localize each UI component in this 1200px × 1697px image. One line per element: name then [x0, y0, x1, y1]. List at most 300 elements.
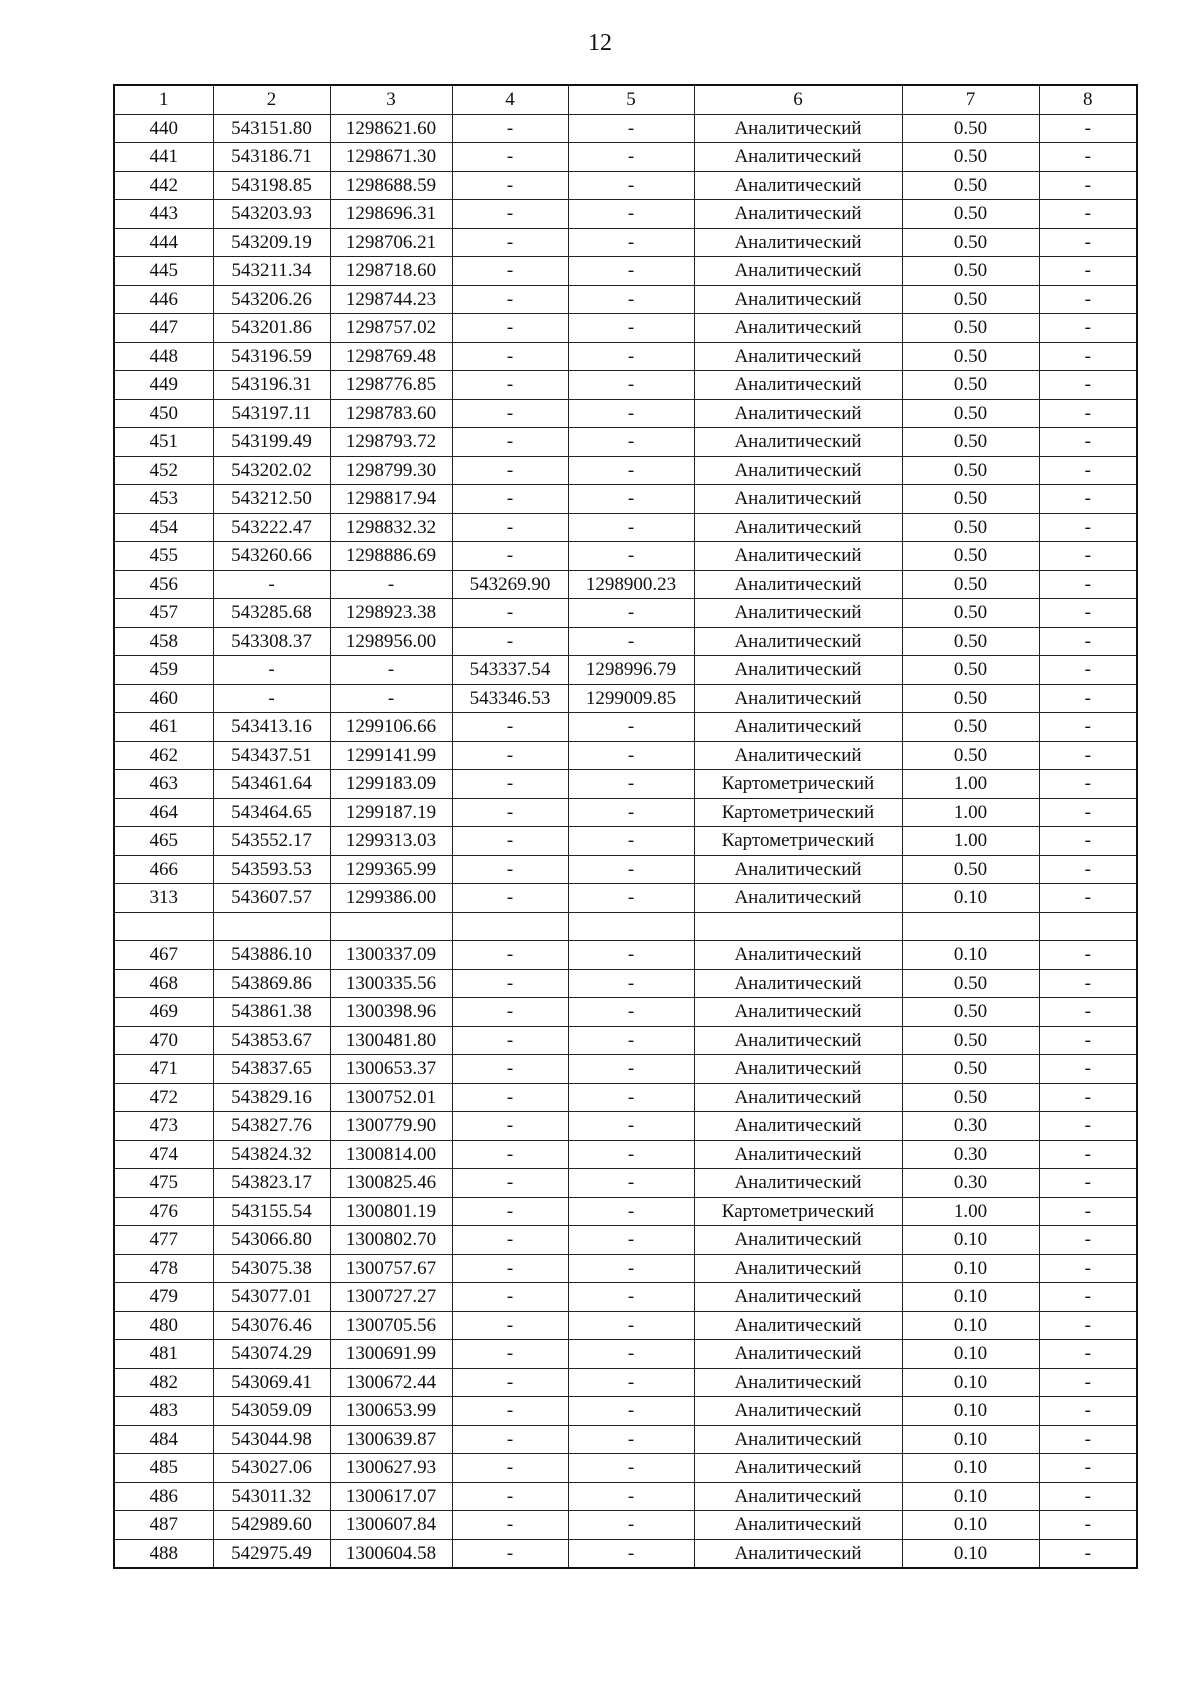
table-cell: 484 [114, 1425, 213, 1454]
table-cell: 474 [114, 1140, 213, 1169]
table-cell: Аналитический [694, 1083, 902, 1112]
table-cell: Аналитический [694, 1397, 902, 1426]
table-cell: 543201.86 [213, 314, 330, 343]
table-cell: 0.50 [902, 285, 1039, 314]
table-cell: - [452, 1226, 568, 1255]
table-cell: 1.00 [902, 770, 1039, 799]
table-cell: - [1039, 171, 1137, 200]
table-cell: 1298706.21 [330, 228, 452, 257]
table-cell: 0.50 [902, 257, 1039, 286]
table-row [114, 285, 1137, 314]
table-cell: - [1039, 257, 1137, 286]
table-cell: 455 [114, 542, 213, 571]
table-cell: Картометрический [694, 1197, 902, 1226]
table-cell: - [568, 1454, 694, 1483]
table-cell: 0.10 [902, 1226, 1039, 1255]
table-row [114, 627, 1137, 656]
table-cell: Аналитический [694, 485, 902, 514]
table-cell: Аналитический [694, 1283, 902, 1312]
table-cell: 465 [114, 827, 213, 856]
table-cell: 1298744.23 [330, 285, 452, 314]
table-row [114, 1283, 1137, 1312]
table-cell: 543269.90 [452, 570, 568, 599]
table-cell: Аналитический [694, 1340, 902, 1369]
table-cell [114, 912, 213, 941]
table-cell: 441 [114, 143, 213, 172]
table-cell: - [1039, 713, 1137, 742]
table-cell: 463 [114, 770, 213, 799]
table-cell: - [1039, 627, 1137, 656]
table-row [114, 171, 1137, 200]
table-cell: - [452, 1311, 568, 1340]
table-cell: 456 [114, 570, 213, 599]
table-cell: - [452, 1197, 568, 1226]
table-cell: 452 [114, 456, 213, 485]
table-cell: 1299141.99 [330, 741, 452, 770]
table-row [114, 228, 1137, 257]
table-cell: - [568, 1425, 694, 1454]
table-cell: - [452, 1454, 568, 1483]
table-cell: 1298783.60 [330, 399, 452, 428]
table-cell [452, 912, 568, 941]
table-cell: 1299009.85 [568, 684, 694, 713]
table-cell: 1299183.09 [330, 770, 452, 799]
table-cell: 0.10 [902, 1283, 1039, 1312]
table-cell: Аналитический [694, 542, 902, 571]
table-cell [694, 912, 902, 941]
table-cell: 1300825.46 [330, 1169, 452, 1198]
table-cell: 543212.50 [213, 485, 330, 514]
table-cell: 0.50 [902, 542, 1039, 571]
table-cell: - [1039, 1254, 1137, 1283]
table-cell: 543853.67 [213, 1026, 330, 1055]
table-cell: 1300691.99 [330, 1340, 452, 1369]
table-cell: 543593.53 [213, 855, 330, 884]
table-cell: - [568, 884, 694, 913]
table-cell: 543337.54 [452, 656, 568, 685]
table-cell: - [1039, 456, 1137, 485]
table-cell: - [568, 257, 694, 286]
table-cell: 1300779.90 [330, 1112, 452, 1141]
table-cell: Аналитический [694, 969, 902, 998]
table-cell: 470 [114, 1026, 213, 1055]
table-cell: 543198.85 [213, 171, 330, 200]
table-cell: 487 [114, 1511, 213, 1540]
table-cell: - [452, 884, 568, 913]
table-cell: - [452, 1026, 568, 1055]
table-cell: - [452, 1112, 568, 1141]
table-cell: - [568, 171, 694, 200]
table-cell: - [452, 285, 568, 314]
table-cell: 0.50 [902, 399, 1039, 428]
table-cell: 543074.29 [213, 1340, 330, 1369]
table-cell: 461 [114, 713, 213, 742]
table-cell: - [452, 1169, 568, 1198]
table-cell: 1300335.56 [330, 969, 452, 998]
table-cell: - [452, 1482, 568, 1511]
table-cell: 440 [114, 114, 213, 143]
table-cell: Аналитический [694, 570, 902, 599]
table-cell: 445 [114, 257, 213, 286]
table-cell: - [1039, 1482, 1137, 1511]
table-cell: - [1039, 428, 1137, 457]
table-cell: 454 [114, 513, 213, 542]
table-cell: 543824.32 [213, 1140, 330, 1169]
table-cell: - [1039, 1368, 1137, 1397]
table-cell: 0.50 [902, 684, 1039, 713]
table-cell: 1300607.84 [330, 1511, 452, 1540]
table-cell: Аналитический [694, 884, 902, 913]
table-cell: 1300337.09 [330, 941, 452, 970]
table-cell: 1299106.66 [330, 713, 452, 742]
table-cell: 0.10 [902, 1254, 1039, 1283]
table-cell: 543464.65 [213, 798, 330, 827]
table-cell: - [568, 1511, 694, 1540]
table-cell: 447 [114, 314, 213, 343]
table-row [114, 456, 1137, 485]
table-cell: - [568, 798, 694, 827]
table-cell: - [1039, 114, 1137, 143]
table-cell: 0.10 [902, 1511, 1039, 1540]
table-cell: 543151.80 [213, 114, 330, 143]
table-cell: 1299386.00 [330, 884, 452, 913]
table-cell: - [568, 342, 694, 371]
table-row [114, 912, 1137, 941]
table-cell: - [1039, 1425, 1137, 1454]
table-cell: 488 [114, 1539, 213, 1568]
table-row [114, 1140, 1137, 1169]
table-cell: 472 [114, 1083, 213, 1112]
table-cell: Аналитический [694, 599, 902, 628]
table-cell: - [452, 1425, 568, 1454]
table-cell: 543886.10 [213, 941, 330, 970]
table-cell: Аналитический [694, 998, 902, 1027]
table-row [114, 1226, 1137, 1255]
table-cell: Аналитический [694, 1254, 902, 1283]
table-cell: - [1039, 485, 1137, 514]
table-cell: 0.50 [902, 114, 1039, 143]
table-cell: - [330, 684, 452, 713]
table-cell: 0.50 [902, 627, 1039, 656]
table-cell: 543222.47 [213, 513, 330, 542]
table-cell: - [1039, 798, 1137, 827]
table-cell: 0.50 [902, 228, 1039, 257]
table-row [114, 114, 1137, 143]
table-cell: 543827.76 [213, 1112, 330, 1141]
table-cell: 486 [114, 1482, 213, 1511]
table-cell: - [452, 542, 568, 571]
table-cell: 0.50 [902, 143, 1039, 172]
table-cell: - [568, 314, 694, 343]
table-cell: - [452, 200, 568, 229]
table-cell: Аналитический [694, 684, 902, 713]
table-cell: 460 [114, 684, 213, 713]
table-cell: - [568, 1026, 694, 1055]
table-cell: Аналитический [694, 456, 902, 485]
table-cell: 0.50 [902, 314, 1039, 343]
table-cell: 1298886.69 [330, 542, 452, 571]
table-cell: - [568, 1055, 694, 1084]
table-cell: - [1039, 1140, 1137, 1169]
table-cell: 543829.16 [213, 1083, 330, 1112]
table-cell: 467 [114, 941, 213, 970]
table-cell: 1298671.30 [330, 143, 452, 172]
table-cell: 1.00 [902, 1197, 1039, 1226]
column-header-3: 3 [330, 85, 452, 114]
table-row [114, 798, 1137, 827]
table-row [114, 485, 1137, 514]
table-cell: 451 [114, 428, 213, 457]
table-cell: Аналитический [694, 428, 902, 457]
table-cell: 1298757.02 [330, 314, 452, 343]
table-cell: 543260.66 [213, 542, 330, 571]
table-cell: 442 [114, 171, 213, 200]
table-cell: - [452, 741, 568, 770]
table-cell: - [1039, 741, 1137, 770]
table-cell: 453 [114, 485, 213, 514]
table-row [114, 884, 1137, 913]
table-cell: - [568, 1283, 694, 1312]
table-cell: - [568, 1340, 694, 1369]
table-cell: - [1039, 143, 1137, 172]
table-cell: 1298718.60 [330, 257, 452, 286]
table-cell: 543197.11 [213, 399, 330, 428]
table-cell: 1300653.99 [330, 1397, 452, 1426]
table-cell: 481 [114, 1340, 213, 1369]
table-cell: 482 [114, 1368, 213, 1397]
table-cell: 464 [114, 798, 213, 827]
table-cell: 0.10 [902, 1397, 1039, 1426]
table-cell: Аналитический [694, 713, 902, 742]
table-cell: - [452, 713, 568, 742]
column-header-6: 6 [694, 85, 902, 114]
table-cell: - [568, 599, 694, 628]
table-cell: 543027.06 [213, 1454, 330, 1483]
table-row [114, 1425, 1137, 1454]
table-row [114, 314, 1137, 343]
table-cell: 543011.32 [213, 1482, 330, 1511]
table-cell: - [568, 969, 694, 998]
table-cell: Аналитический [694, 941, 902, 970]
table-cell: 543607.57 [213, 884, 330, 913]
table-cell: 0.50 [902, 428, 1039, 457]
table-cell: 1298769.48 [330, 342, 452, 371]
table-cell: - [1039, 1511, 1137, 1540]
table-cell: 1300398.96 [330, 998, 452, 1027]
table-cell: 450 [114, 399, 213, 428]
table-cell: - [568, 513, 694, 542]
table-cell: - [452, 798, 568, 827]
table-cell: 1299365.99 [330, 855, 452, 884]
table-cell: - [568, 1397, 694, 1426]
table-cell [330, 912, 452, 941]
table-row [114, 1083, 1137, 1112]
column-header-7: 7 [902, 85, 1039, 114]
table-cell: - [452, 770, 568, 799]
table-cell: 446 [114, 285, 213, 314]
table-row [114, 741, 1137, 770]
table-cell: - [568, 741, 694, 770]
table-cell: - [452, 171, 568, 200]
page-number: 12 [588, 30, 612, 56]
table-row [114, 1169, 1137, 1198]
table-cell: 457 [114, 599, 213, 628]
table-row [114, 770, 1137, 799]
table-cell: - [213, 684, 330, 713]
table-cell: 485 [114, 1454, 213, 1483]
table-cell: 471 [114, 1055, 213, 1084]
table-cell: 1300627.93 [330, 1454, 452, 1483]
table-row [114, 656, 1137, 685]
table-cell: 1298923.38 [330, 599, 452, 628]
table-cell: - [452, 342, 568, 371]
table-cell: 468 [114, 969, 213, 998]
table-cell: 0.10 [902, 1311, 1039, 1340]
table-cell: 0.50 [902, 656, 1039, 685]
table-row [114, 827, 1137, 856]
column-header-5: 5 [568, 85, 694, 114]
table-cell: 449 [114, 371, 213, 400]
table-cell: Аналитический [694, 1140, 902, 1169]
table-cell: Картометрический [694, 798, 902, 827]
table-cell: Аналитический [694, 171, 902, 200]
table-cell: 1298621.60 [330, 114, 452, 143]
table-cell: 478 [114, 1254, 213, 1283]
table-row [114, 371, 1137, 400]
table-cell: 543346.53 [452, 684, 568, 713]
table-cell: - [452, 827, 568, 856]
table-cell: 1300604.58 [330, 1539, 452, 1568]
table-cell: - [452, 314, 568, 343]
table-cell: 469 [114, 998, 213, 1027]
table-cell: Картометрический [694, 827, 902, 856]
table-cell: 0.10 [902, 1368, 1039, 1397]
table-row [114, 200, 1137, 229]
table-body [114, 114, 1137, 1568]
table-cell: - [1039, 513, 1137, 542]
table-cell: Аналитический [694, 1539, 902, 1568]
table-cell: - [568, 143, 694, 172]
table-cell: - [452, 1140, 568, 1169]
table-cell: - [1039, 1311, 1137, 1340]
table-row [114, 570, 1137, 599]
table-cell: 0.10 [902, 884, 1039, 913]
table-cell: Аналитический [694, 143, 902, 172]
table-cell: Аналитический [694, 285, 902, 314]
table-cell: - [1039, 1340, 1137, 1369]
column-header-8: 8 [1039, 85, 1137, 114]
table-cell: Аналитический [694, 1454, 902, 1483]
table-cell: 475 [114, 1169, 213, 1198]
table-cell: 313 [114, 884, 213, 913]
table-cell: Аналитический [694, 741, 902, 770]
table-cell: 0.10 [902, 941, 1039, 970]
table-cell: - [568, 428, 694, 457]
table-cell: 1298900.23 [568, 570, 694, 599]
table-row [114, 1454, 1137, 1483]
table-cell: - [1039, 1226, 1137, 1255]
table-cell: Аналитический [694, 1169, 902, 1198]
table-row [114, 342, 1137, 371]
table-cell: 543044.98 [213, 1425, 330, 1454]
table-cell: - [568, 1368, 694, 1397]
table-cell: - [452, 969, 568, 998]
table-row [114, 1397, 1137, 1426]
table-cell: Аналитический [694, 1311, 902, 1340]
table-cell: 483 [114, 1397, 213, 1426]
table-cell: - [452, 1254, 568, 1283]
table-cell [568, 912, 694, 941]
table-cell: - [330, 570, 452, 599]
table-cell: 543059.09 [213, 1397, 330, 1426]
table-cell: - [452, 1368, 568, 1397]
table-cell: - [568, 285, 694, 314]
table-cell: - [568, 627, 694, 656]
table-cell: 543552.17 [213, 827, 330, 856]
table-cell: - [1039, 855, 1137, 884]
table-cell: 543186.71 [213, 143, 330, 172]
table-cell: - [568, 713, 694, 742]
table-cell: Аналитический [694, 228, 902, 257]
table-cell: - [1039, 1397, 1137, 1426]
table-cell: - [452, 1397, 568, 1426]
table-cell: Аналитический [694, 1368, 902, 1397]
table-cell: 0.50 [902, 485, 1039, 514]
table-cell: 443 [114, 200, 213, 229]
table-cell: - [452, 855, 568, 884]
table-cell: - [568, 770, 694, 799]
table-cell: Аналитический [694, 200, 902, 229]
table-cell: 473 [114, 1112, 213, 1141]
table-cell: - [452, 941, 568, 970]
table-cell: - [568, 1254, 694, 1283]
table-cell: - [1039, 1112, 1137, 1141]
table-cell: 1300705.56 [330, 1311, 452, 1340]
table-cell: - [1039, 656, 1137, 685]
table-cell: - [1039, 599, 1137, 628]
table-cell: 1298776.85 [330, 371, 452, 400]
table-cell: - [1039, 941, 1137, 970]
table-cell: 479 [114, 1283, 213, 1312]
table-cell: 1300802.70 [330, 1226, 452, 1255]
table-cell: - [568, 827, 694, 856]
table-row [114, 599, 1137, 628]
table-cell: - [1039, 1539, 1137, 1568]
table-row [114, 998, 1137, 1027]
table-cell: 543861.38 [213, 998, 330, 1027]
table-cell: 0.50 [902, 513, 1039, 542]
table-cell: 543413.16 [213, 713, 330, 742]
table-cell: - [452, 228, 568, 257]
table-cell: 1299313.03 [330, 827, 452, 856]
table-cell: 0.50 [902, 599, 1039, 628]
table-cell: - [568, 1539, 694, 1568]
table-cell: 0.50 [902, 456, 1039, 485]
table-cell: 448 [114, 342, 213, 371]
table-cell: 480 [114, 1311, 213, 1340]
table-cell: 543209.19 [213, 228, 330, 257]
table-cell: 1298696.31 [330, 200, 452, 229]
table-cell: 0.10 [902, 1340, 1039, 1369]
table-cell: - [568, 1112, 694, 1141]
table-cell: 1300481.80 [330, 1026, 452, 1055]
table-cell: Аналитический [694, 314, 902, 343]
table-row [114, 684, 1137, 713]
table-cell: 459 [114, 656, 213, 685]
table-cell: Аналитический [694, 1112, 902, 1141]
table-cell: 0.50 [902, 713, 1039, 742]
table-cell: 1298956.00 [330, 627, 452, 656]
